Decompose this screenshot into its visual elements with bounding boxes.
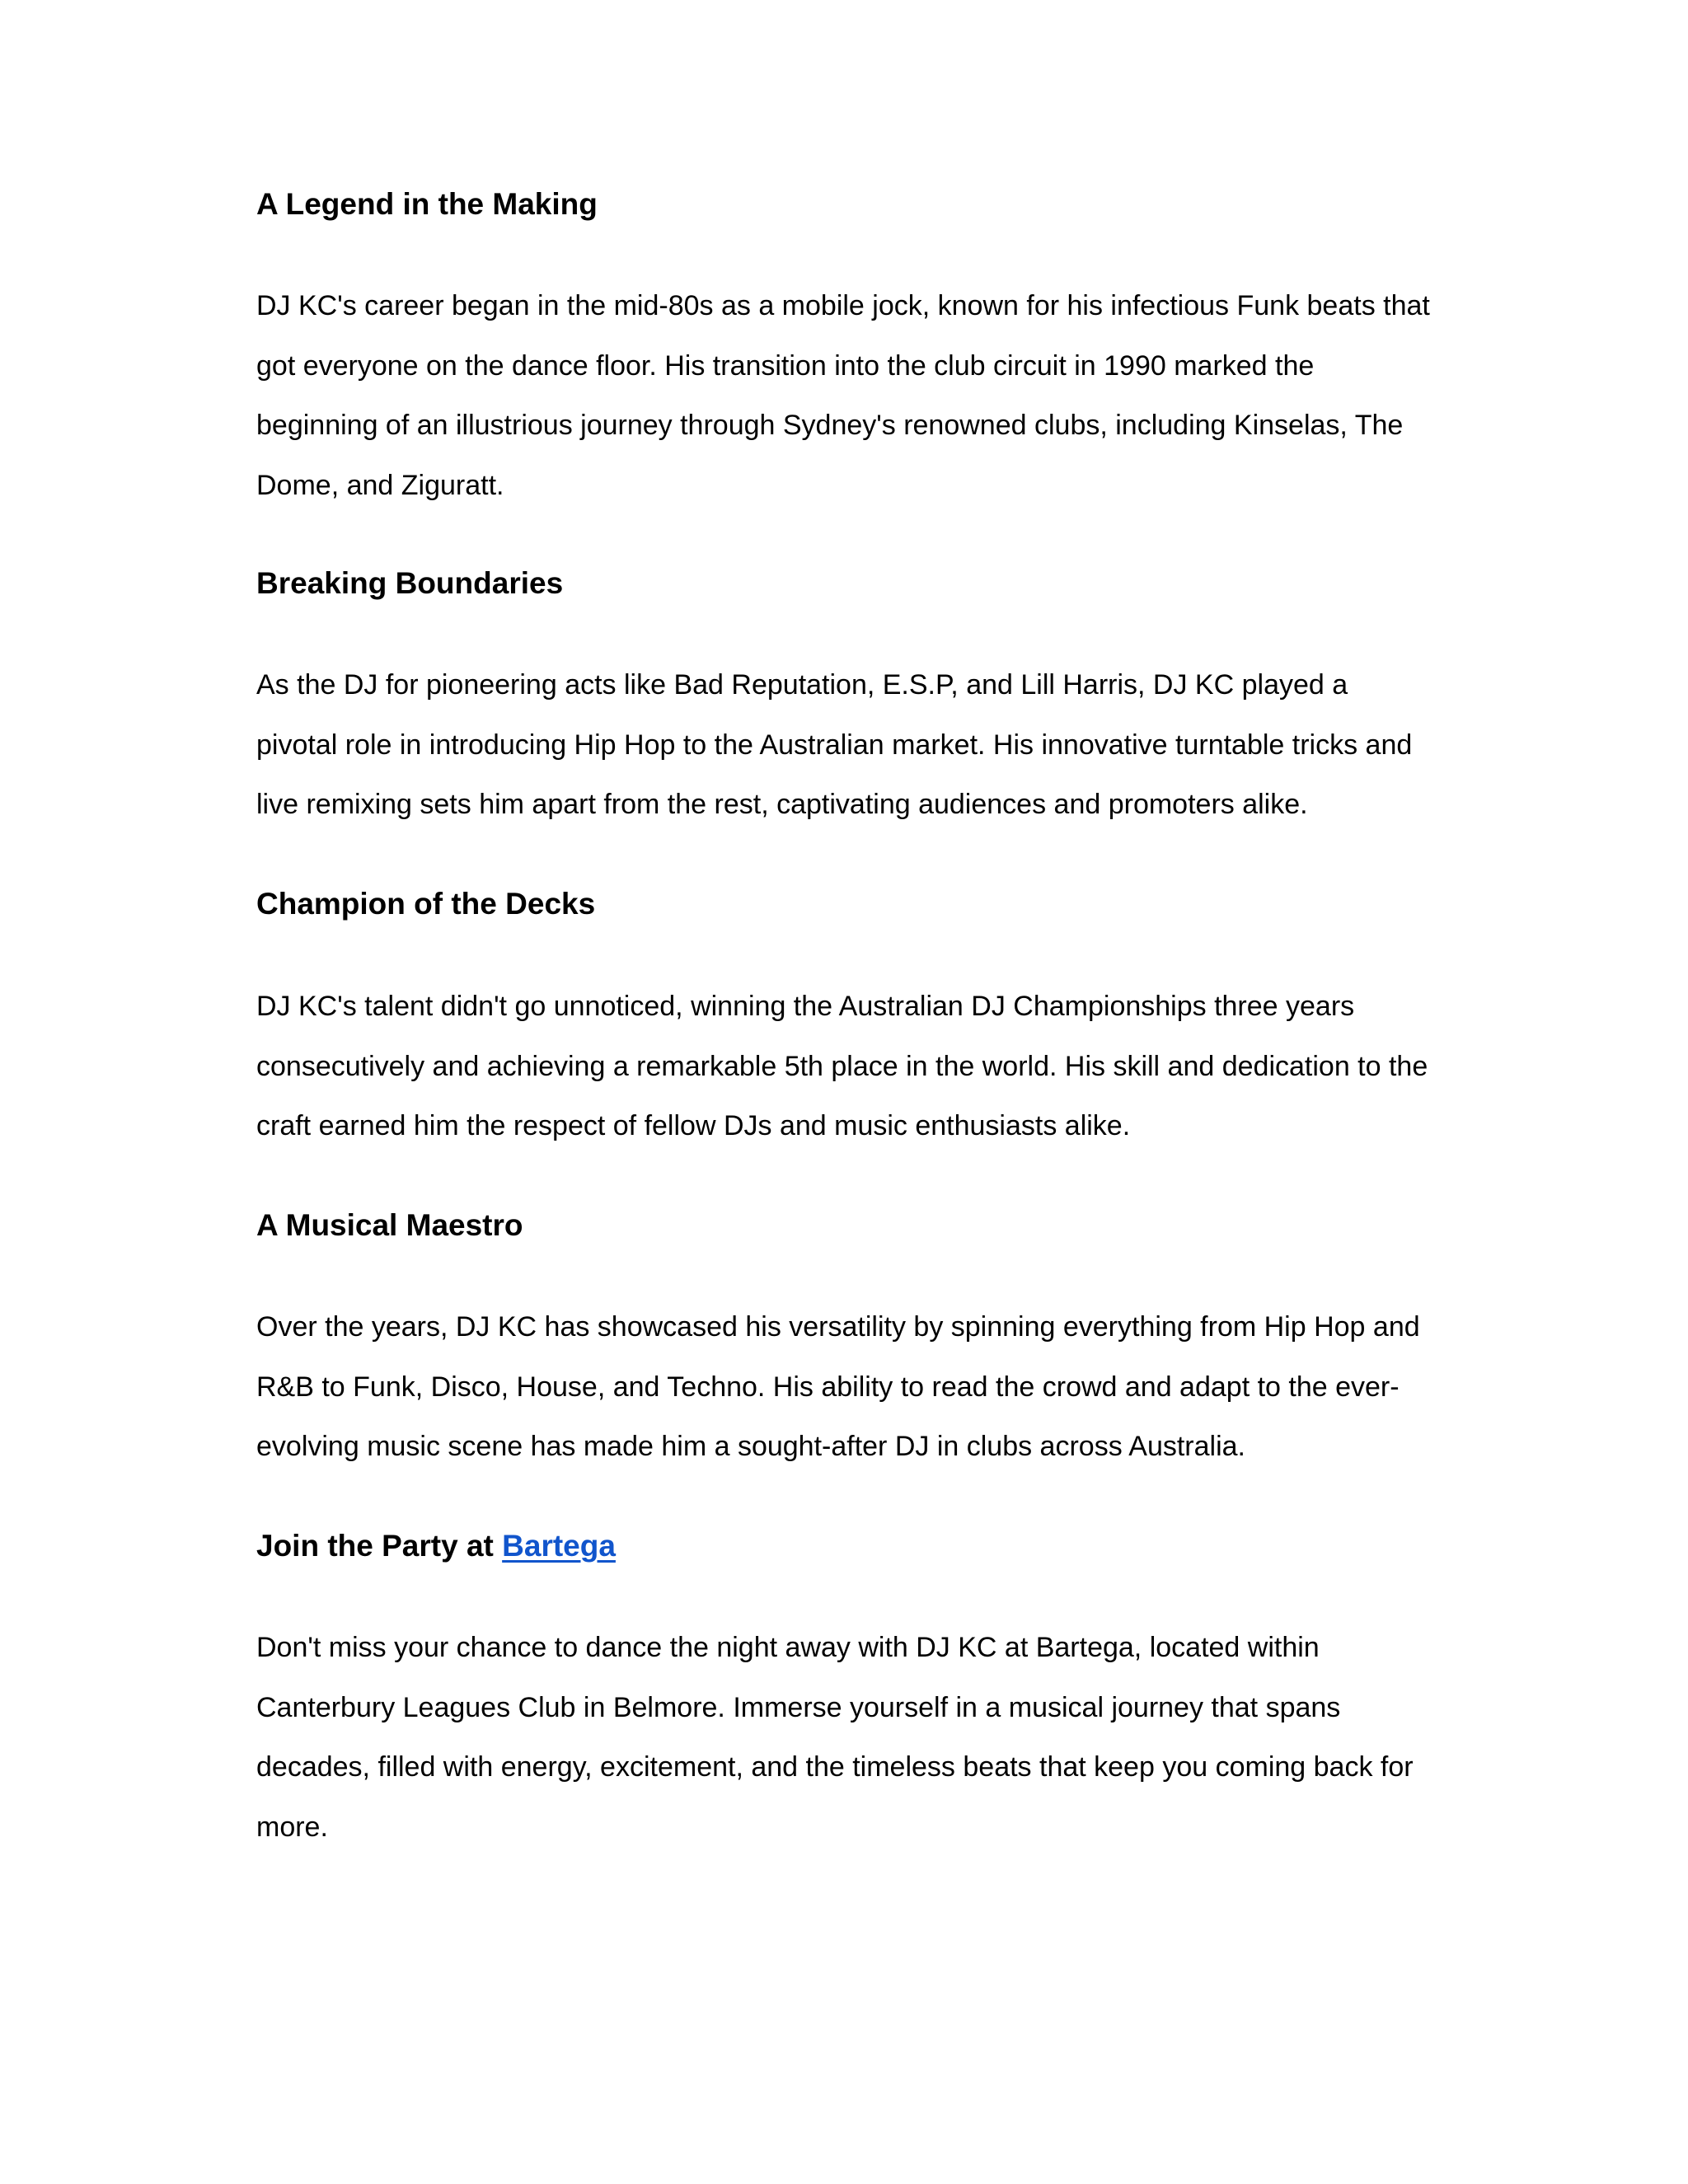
section-heading-join (256, 1526, 616, 1566)
section-body-boundaries: As the DJ for pioneering acts like Bad Reputation, E.S.P, and Lill Harris, DJ KC played a pivotal role in introducing Hip Hop to the Australian market. His innovative turntable tricks and live remixing sets him apart from the rest, captivating audiences and promoters alike. (256, 669, 1413, 820)
section-body-maestro: Over the years, DJ KC has showcased his versatility by spinning everything from Hip Hop and R&B to Funk, Disco, House, and Techno. His ability to read the crowd and adapt to the ever-evolving music scene has made him a sought-after DJ in clubs across Australia. (256, 1311, 1420, 1462)
section-heading-champion: Champion of the Decks (256, 887, 596, 921)
section-heading-maestro: A Musical Maestro (256, 1208, 523, 1242)
section-body-champion: DJ KC's talent didn't go unnoticed, winning the Australian DJ Championships three years consecutively and achieving a remarkable 5th place in the world. His skill and dedication to the craft earned him the respect of fellow DJs and music enthusiasts alike. (256, 991, 1428, 1141)
section-heading-join-prefix: Join the Party at (256, 1529, 503, 1563)
bartega-link[interactable]: Bartega (502, 1529, 616, 1563)
section-body-join: Don't miss your chance to dance the night away with DJ KC at Bartega, located within Canterbury Leagues Club in Belmore. Immerse yourself in a musical journey that spans decades, filled with energy, excitement, and the timeless beats that keep you coming back for more. (256, 1632, 1414, 1843)
section-heading-legend: A Legend in the Making (256, 187, 598, 221)
section-body-legend: DJ KC's career began in the mid-80s as a mobile jock, known for his infectious Funk beats that got everyone on the dance floor. His transition into the club circuit in 1990 marked the beginning of an illustrious journey through Sydney's renowned clubs, including Kinselas, The Dome, and Ziguratt. (256, 290, 1430, 501)
section-heading-boundaries: Breaking Boundaries (256, 566, 564, 600)
